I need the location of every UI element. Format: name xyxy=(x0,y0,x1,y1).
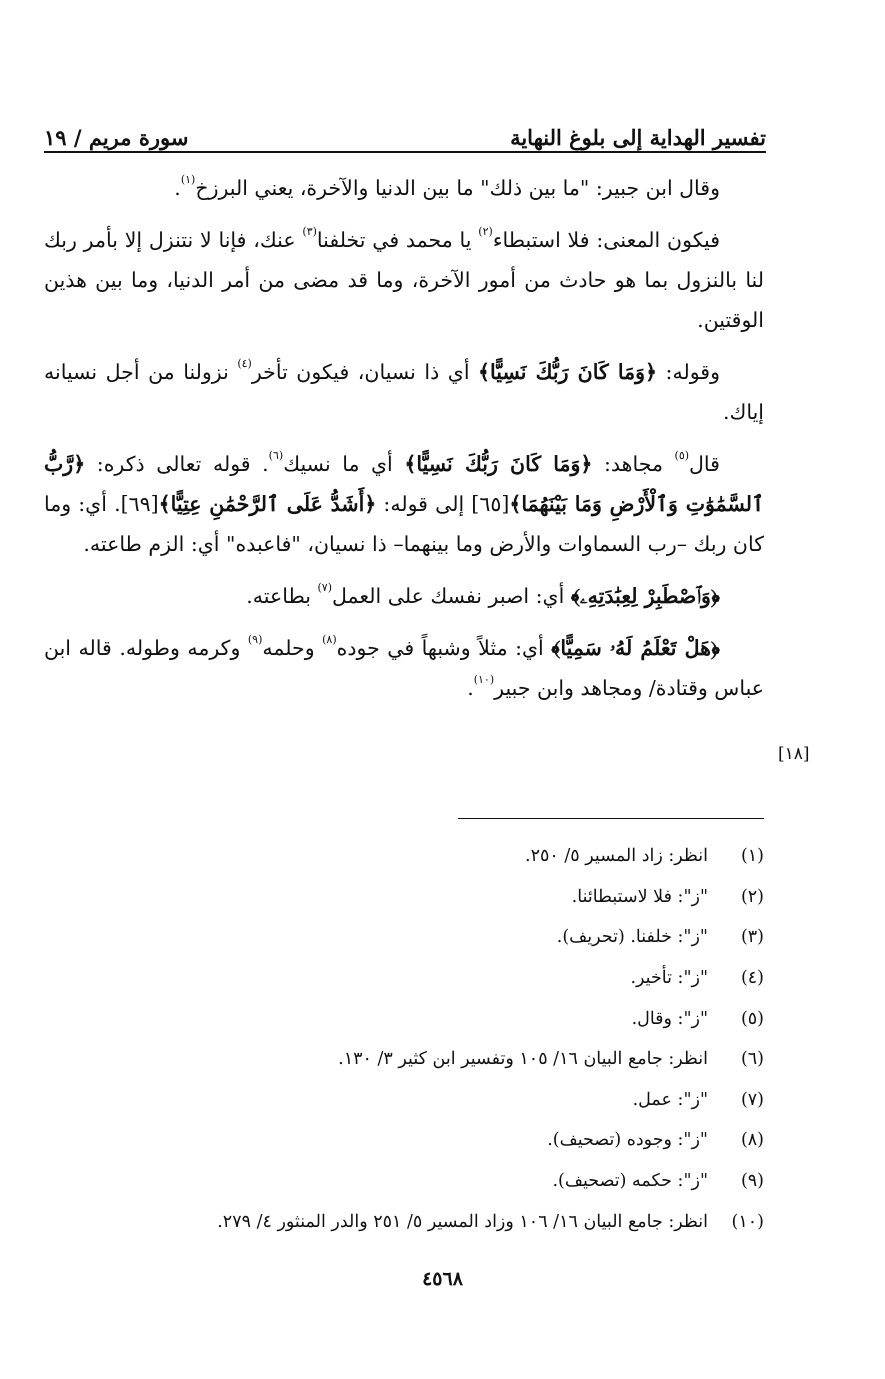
paragraph-5: ﴿وَٱصْطَبِرْ لِعِبَٰدَتِهِۦ﴾ أي: اصبر نفسك على العمل$^{(٧)}$ بطاعته. xyxy=(246,581,720,608)
footnote-text: "ز": وجوده (تصحيف). xyxy=(547,1130,708,1151)
footnote xyxy=(140,1039,764,1080)
footnote-text: "ز": فلا لاستبطائنا. xyxy=(571,886,708,907)
footnote-number: (١٠) xyxy=(731,1211,764,1232)
surah-label: سورة مريم / ١٩ xyxy=(44,125,189,150)
footnote xyxy=(140,836,764,877)
footnote-number: (٦) xyxy=(740,1049,764,1070)
footnote-ref: (٧) xyxy=(317,581,333,594)
paragraph-4: قال$^{(٥)}$ مجاهد: ﴿وَمَا كَانَ رَبُّكَ نَسِيًّا﴾ أي ما نسيك$^{(٦)}$. قوله تعالى ذكره: ﴿رَّبُّ ٱلسَّمَٰوَٰتِ وَٱلْأَرْضِ وَمَا بَيْنَهُمَا﴾[٦٥] إلى قوله: ﴿أَشَدُّ عَلَى ٱلرَّحْمَٰنِ عِتِيًّا﴾[٦٩]. أي: وما كان ربك –رب السماوات والأرض وما بينهما– ذا نسيان، "فاعبده" أي: الزم طاعته. xyxy=(44,449,765,556)
running-header xyxy=(44,112,766,150)
footnote xyxy=(140,1120,764,1161)
footnote-number: (١) xyxy=(740,846,764,867)
footnote xyxy=(140,877,764,918)
footnote-text: "ز": حكمه (تصحيف). xyxy=(552,1171,708,1192)
footnote xyxy=(140,1201,764,1242)
manuscript-folio-marker: [١٨] xyxy=(778,744,810,764)
footnote-ref: (٨) xyxy=(322,633,337,646)
footnote-number: (٤) xyxy=(740,968,764,989)
book-title: تفسير الهداية إلى بلوغ النهاية xyxy=(510,125,766,150)
footnote xyxy=(140,1161,764,1202)
footnote-number: (٥) xyxy=(740,1008,764,1029)
footnote-number: (٧) xyxy=(740,1089,764,1110)
quran-verse: ﴿وَمَا كَانَ رَبُّكَ نَسِيًّا﴾ xyxy=(404,452,593,476)
footnote-text: "ز": وقال. xyxy=(631,1008,708,1029)
footnote-text: "ز": خلفنا. (تحريف). xyxy=(556,927,708,948)
quran-verse: ﴿وَٱصْطَبِرْ لِعِبَٰدَتِهِۦ﴾ xyxy=(570,584,720,608)
page-number: ٤٥٦٨ xyxy=(422,1268,463,1290)
footnote-ref: (٦) xyxy=(268,449,284,462)
footnote-ref: (٤) xyxy=(237,357,252,370)
paragraph-2: فيكون المعنى: فلا استبطاء$^{(٢)}$ يا محمد في تخلفنا$^{(٣)}$ عنك، فإنا لا نتنزل إلا بأمر ربك لنا بالنزول بما هو حادث من أمور الآخرة، وما قد مضى من أمر الدنيا، وما بين هذين الوقتين. xyxy=(44,225,764,332)
footnote xyxy=(140,1080,764,1121)
quran-verse: ﴿وَمَا كَانَ رَبُّكَ نَسِيًّا﴾ xyxy=(478,360,658,384)
footnote xyxy=(140,958,764,999)
footnote-separator xyxy=(458,818,764,819)
footnote-number: (٨) xyxy=(740,1130,764,1151)
paragraph-6: ﴿هَلْ تَعْلَمُ لَهُۥ سَمِيًّا﴾ أي: مثلاً وشبهاً في جوده$^{(٨)}$ وحلمه$^{(٩)}$ وكرمه وطوله. قاله ابن عباس وقتادة/ ومجاهد وابن جبير$^{(١٠)}$. xyxy=(44,633,764,700)
main-text xyxy=(44,168,764,720)
footnote-text: انظر: جامع البيان ١٦/ ١٠٦ وزاد المسير ٥/ ٢٥١ والدر المنثور ٤/ ٢٧٩. xyxy=(217,1211,708,1232)
footnote-number: (٣) xyxy=(740,927,764,948)
footnote-ref: (٢) xyxy=(478,225,493,238)
footnote-ref: (٩) xyxy=(247,633,263,646)
quran-verse: ﴿رَّبُّ ٱلسَّمَٰوَٰتِ وَٱلْأَرْضِ وَمَا بَيْنَهُمَا﴾ xyxy=(44,452,765,516)
footnote-ref: (١٠) xyxy=(473,673,495,686)
footnote-text: انظر: جامع البيان ١٦/ ١٠٥ وتفسير ابن كثير ٣/ ١٣٠. xyxy=(338,1049,708,1070)
footnote-number: (٢) xyxy=(740,886,764,907)
footnote-text: انظر: زاد المسير ٥/ ٢٥٠. xyxy=(525,846,708,867)
paragraph-3: وقوله: ﴿وَمَا كَانَ رَبُّكَ نَسِيًّا﴾ أي ذا نسيان، فيكون تأخر$^{(٤)}$ نزولنا من أجل نسيانه إياك. xyxy=(44,357,764,424)
footnote-number: (٩) xyxy=(740,1171,764,1192)
paragraph-1: وقال ابن جبير: "ما بين ذلك" ما بين الدنيا والآخرة، يعني البرزخ$^{(١)}$. xyxy=(174,173,720,200)
footnotes xyxy=(140,836,764,1242)
footnote-ref: (٥) xyxy=(674,449,690,462)
footnote xyxy=(140,917,764,958)
footnote xyxy=(140,998,764,1039)
footnote-ref: (١) xyxy=(180,173,196,186)
header-rule xyxy=(44,151,766,153)
quran-verse: ﴿هَلْ تَعْلَمُ لَهُۥ سَمِيًّا﴾ xyxy=(551,636,721,660)
footnote-text: "ز": تأخير. xyxy=(630,968,708,989)
footnote-text: "ز": عمل. xyxy=(632,1089,708,1110)
footnote-ref: (٣) xyxy=(302,225,317,238)
quran-verse: ﴿أَشَدُّ عَلَى ٱلرَّحْمَٰنِ عِتِيًّا﴾ xyxy=(158,492,377,516)
